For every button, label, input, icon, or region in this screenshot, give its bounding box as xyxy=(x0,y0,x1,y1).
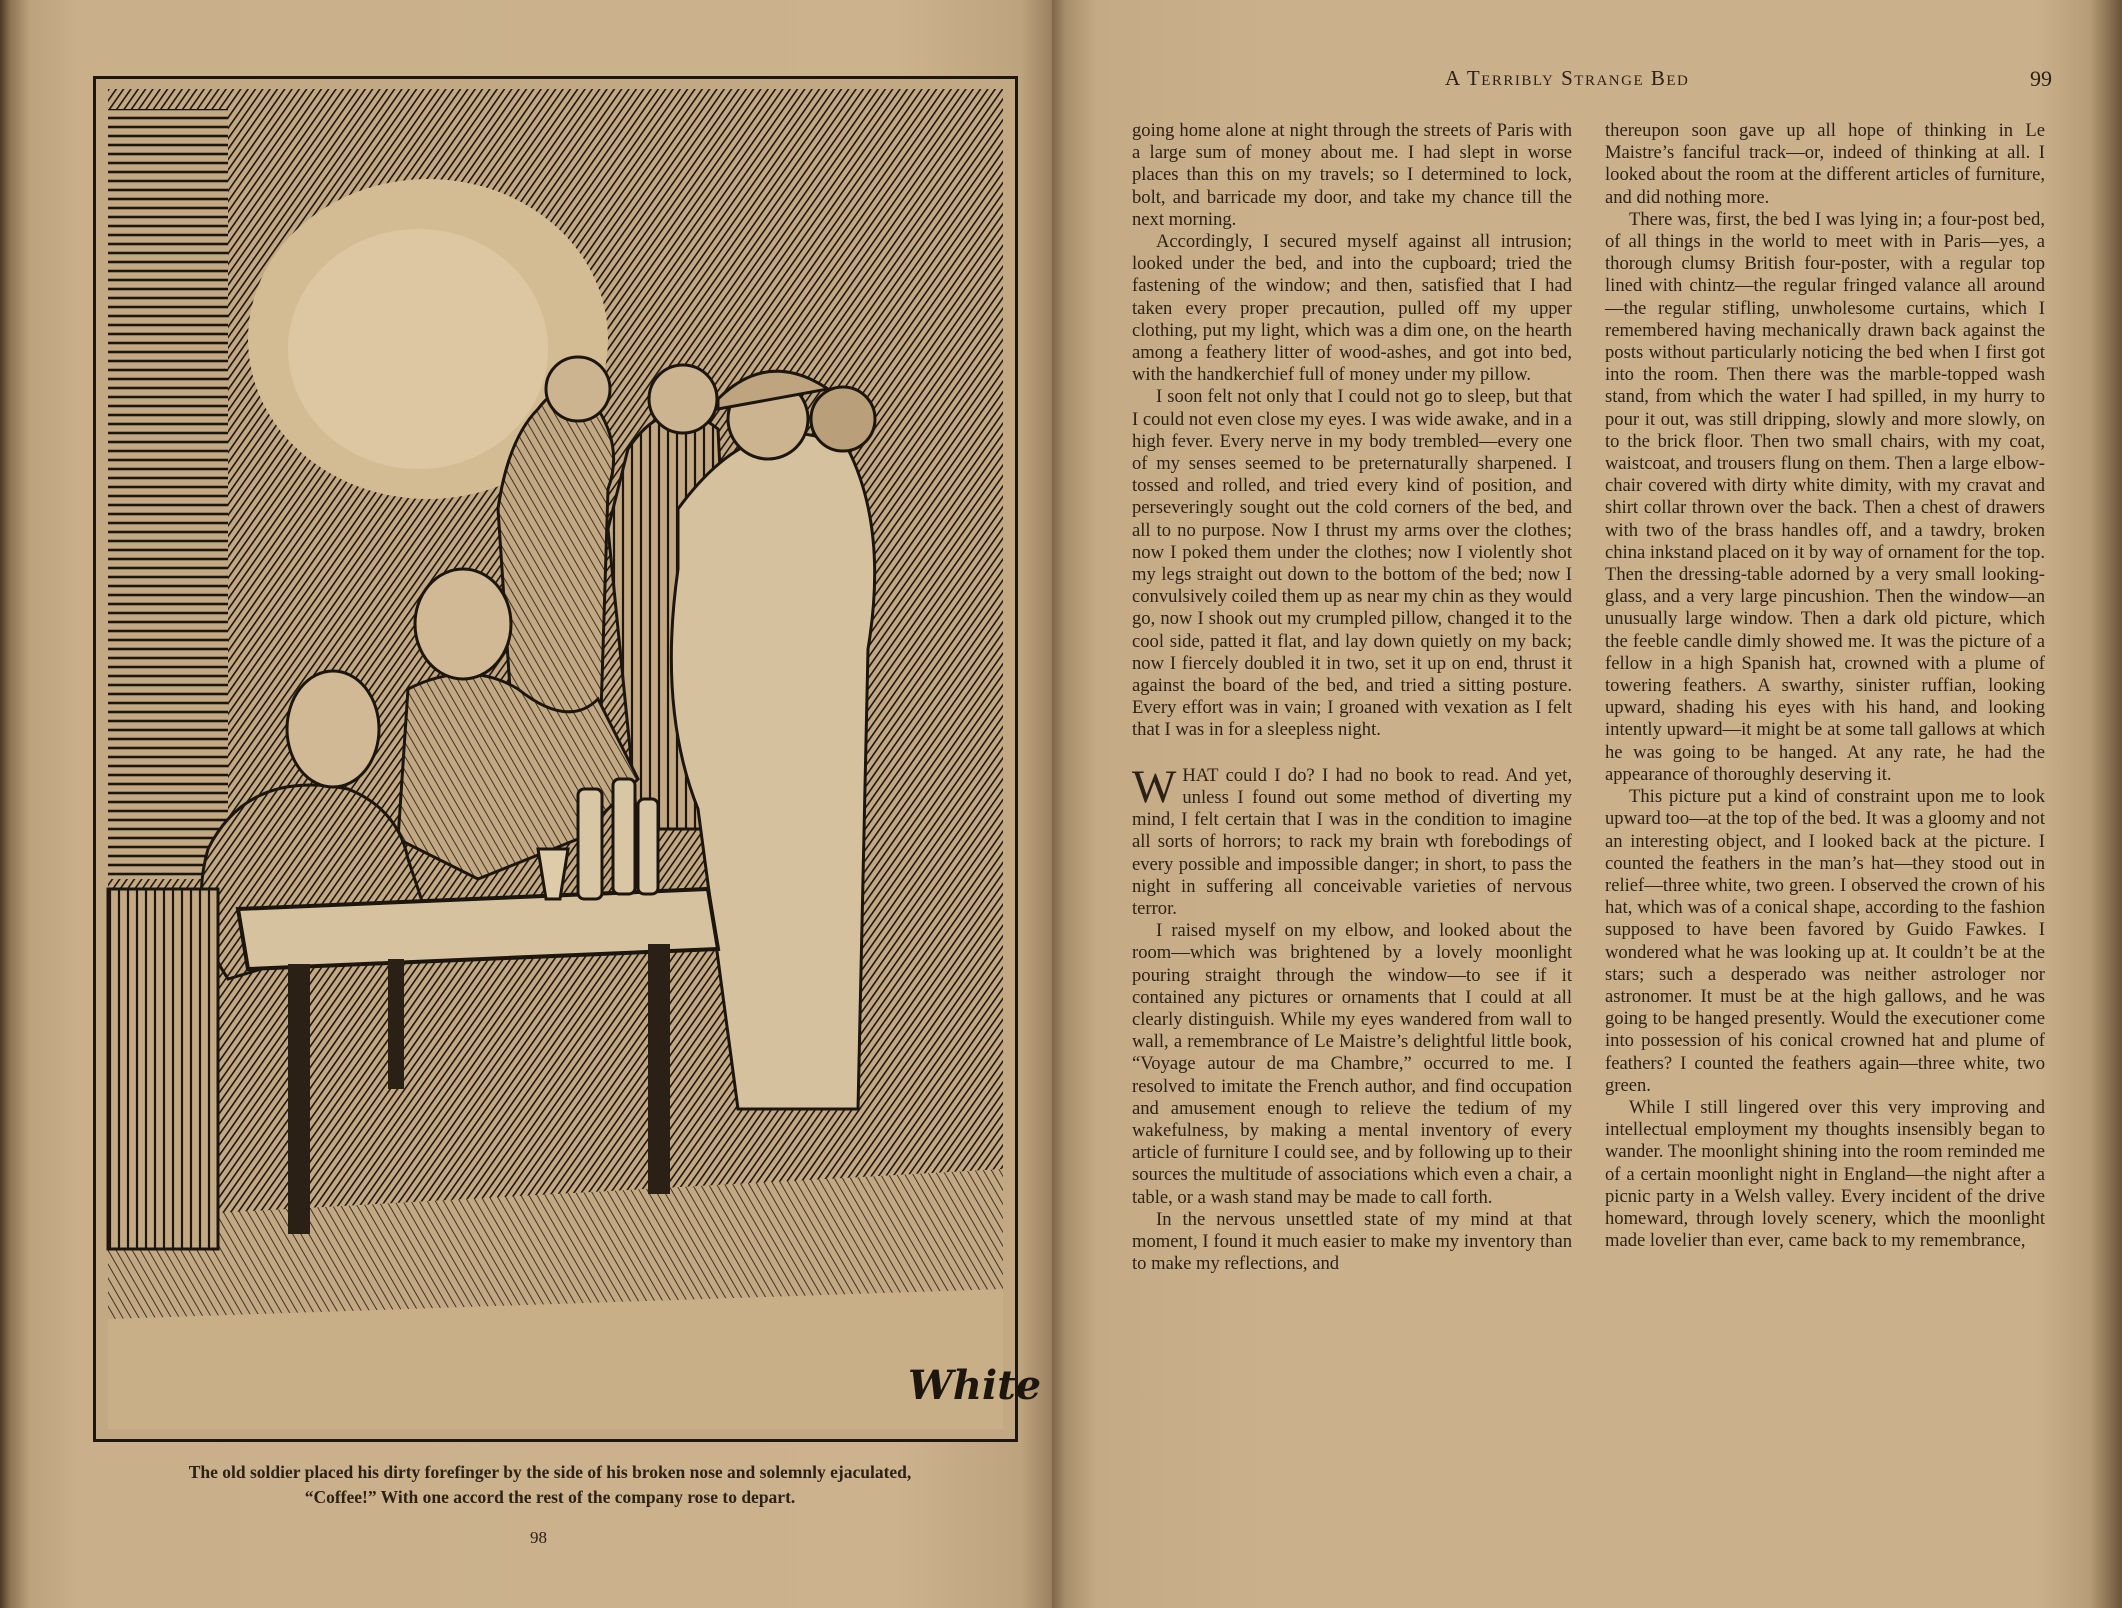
paragraph: I soon felt not only that I could not go to sleep, but that I could not even close my eyes. I was wide awake, and in a high fever. Every nerve in my body trembled—every one of my senses seemed to be preternaturally sharpened. I tossed and rolled, and tried every kind of position, and perseveringly sought out the cold corners of the bed, and all to no purpose. Now I thrust my arms over the clothes; now I poked them under the clothes; now I violently shot my legs straight out down to the bottom of the bed; now I convulsively coiled them up as near my chin as they would go, now I shook out my crumpled pillow, changed it to the cool side, patted it flat, and lay down quietly on my back; now I fiercely doubled it in two, set it up on end, thrust it against the board of the bed, and tried a sitting posture. Every effort was in vain; I groaned with vexation as I felt that I was in for a sleepless night. xyxy=(1132,386,1572,741)
paragraph: I raised myself on my elbow, and looked about the room—which was brightened by a lovely moonlight pouring straight through the window—to see if it contained any pictures or ornaments that I could at all clearly distinguish. While my eyes wandered from wall to wall, a remembrance of Le Maistre’s delightful little book, “Voyage autour de ma Chambre,” occurred to me. I resolved to imitate the French author, and find occupation and amusement enough to relieve the tedium of my wakefulness, by making a mental inventory of every article of furniture I could see, and by following up to their sources the multitude of associations which even a chair, a table, or a wash stand may be made to call forth. xyxy=(1132,920,1572,1208)
right-page-number: 99 xyxy=(2030,66,2052,91)
running-head: A Terribly Strange Bed xyxy=(1445,66,1690,90)
chair xyxy=(108,889,218,1249)
paragraph: Accordingly, I secured myself against all intrusion; looked under the bed, and into the cupboard; tried the fastening of the window; and then, satisfied that I had taken every proper precaution, pulled off my upper clothing, put my light, which was a dim one, on the hearth among a feathery litter of wood-ashes, and got into bed, with the handkerchief full of money under my pillow. xyxy=(1132,231,1572,386)
left-page-number: 98 xyxy=(530,1528,547,1547)
artist-signature: White xyxy=(908,1362,1042,1409)
caption-line-1: The old soldier placed his dirty forefinger by the side of his broken nose and solemnly ejaculated, xyxy=(188,1462,912,1482)
text-column-right xyxy=(1605,120,2045,1252)
paragraph: thereupon soon gave up all hope of thinking in Le Maistre’s fanciful track—or, indeed of thinking at all. I looked about the room at the different articles of furniture, and did nothing more. xyxy=(1605,120,2045,208)
drop-cap: W xyxy=(1132,760,1177,813)
paragraph: In the nervous unsettled state of my mind at that moment, I found it much easier to make my inventory than to make my reflections, and xyxy=(1132,1208,1572,1275)
text-column-left xyxy=(1132,120,1572,1275)
paragraph: This picture put a kind of constraint upon me to look upward too—at the top of the bed. It was a gloomy and not an interesting object, and I looked back at the picture. I counted the feathers in the man’s hat—they stood out in relief—three white, two green. I observed the crown of his hat, which was of a conical shape, according to the fashion supposed to have been favored by Guido Fawkes. I wondered what he was looking up at. It couldn’t be at the stars; such a desperado was neither astrologer nor astronomer. It must be at the high gallows, and he was going to be hanged presently. Would the executioner come into possession of his conical crowned hat and plume of feathers? I counted the feathers again—three white, two green. xyxy=(1605,786,2045,1096)
section-opening-paragraph xyxy=(1132,760,1572,920)
window-shutter xyxy=(108,109,228,879)
paragraph: There was, first, the bed I was lying in; a four-post bed, of all things in the world to meet with in Paris—yes, a thorough clumsy British four-poster, with a regular top lined with chintz—the regular fringed valance all around—the regular stifling, unwholesome curtains, which I remembered having mechanically drawn back against the posts without particularly noticing the bed when I first got into the room. Then there was the marble-topped wash stand, from which the water I had spilled, in my hurry to pour it out, was still dripping, slowly and more slowly, on to the brick floor. Then two small chairs, with my coat, waistcoat, and trousers flung on them. Then a large elbow-chair covered with dirty white dimity, with my cravat and shirt collar thrown over the back. Then a chest of drawers with two of the brass handles off, and a tawdry, broken china inkstand placed on it by way of ornament for the top. Then the dressing-table adorned by a very small looking-glass, and a very large pincushion. Then the window—an unusually large window. Then a dark old picture, which the feeble candle dimly showed me. It was the picture of a fellow in a high Spanish hat, crowned with a plume of towering feathers. A swarthy, sinister ruffian, looking upward, shading his eyes with his hand, and looking intently upward—it might be at some tall gallows at which he was going to be hanged. At any rate, he had the appearance of thoroughly deserving it. xyxy=(1605,208,2045,785)
illustration-frame xyxy=(93,76,1042,1442)
paragraph: going home alone at night through the streets of Paris with a large sum of money about me. I had slept in worse places than this on my travels; so I determined to lock, bolt, and barricade my door, and take my chance till the next morning. xyxy=(1132,120,1572,230)
paragraph: While I still lingered over this very improving and intellectual employment my thoughts insensibly began to wander. The moonlight shining into the room reminded me of a certain moonlight night in England—the night after a picnic party in a Welsh valley. Every incident of the drive homeward, through lovely scenery, which the moonlight made lovelier than ever, came back to my remembrance, xyxy=(1605,1096,2045,1252)
caption-line-2: “Coffee!” With one accord the rest of the company rose to depart. xyxy=(304,1487,796,1507)
illustration-caption xyxy=(110,1460,990,1510)
table-leg-left xyxy=(288,964,310,1234)
paragraph-text: HAT could I do? I had no book to read. And yet, unless I found out some method of diverting my mind, I felt certain that I was in the condition to imagine all sorts of horrors; to rack my brain wth forebodings of every possible and impossible danger; in short, to pass the night in suffering all conceivable varieties of nervous terror. xyxy=(1132,764,1572,919)
left-page xyxy=(0,0,1052,1608)
table-leg-right xyxy=(648,944,670,1194)
tavern-illustration xyxy=(108,89,1042,1429)
bottle-1 xyxy=(578,789,602,899)
bottle-2 xyxy=(613,779,635,894)
